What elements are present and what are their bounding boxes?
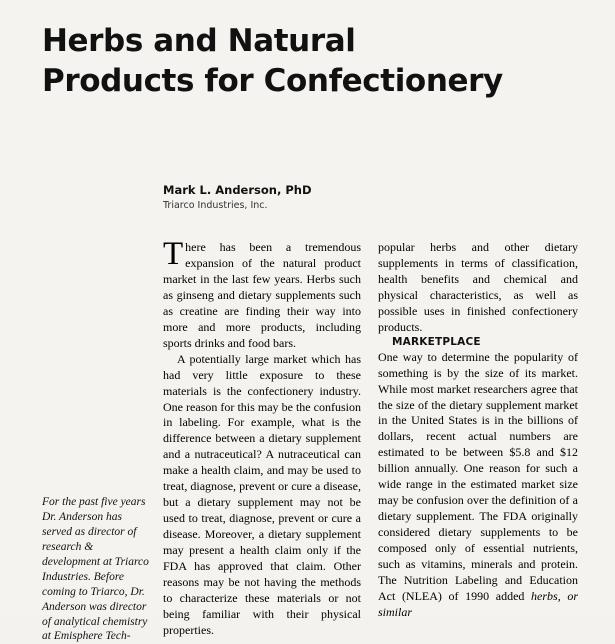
paragraph-intro — [163, 236, 361, 352]
paragraph-left-2: A potentially large market which has had very little exposure to these materials is the confectionery industry. One reason for this may be the confusion in labeling. For example, what is the difference between a dietary supplement and a nutraceutical? A nutraceutical can make a health claim, and may be used to treat, diagnose, prevent or cure a disease, but a dietary supplement may not be used to treat, diagnose, prevent or cure a disease. Moreover, a dietary supplement may present a health claim only if the FDA has approved that claim. Other reasons may be not having the methods to characterize these materials or not being familiar with their physical properties. — [163, 351, 361, 637]
drop-cap: T — [163, 236, 184, 272]
paragraph-intro-text: here has been a tremendous expansion of the natural product market in the last few years. Herbs such as ginseng and dietary supplements such as creatine are finding their way into more and more products, including sports drinks and food bars. — [163, 240, 361, 350]
body-column-left — [163, 236, 361, 639]
title-line-1: Herbs and Natural — [42, 23, 356, 59]
author-affiliation: Triarco Industries, Inc. — [163, 200, 268, 211]
paragraph-right-2-text: One way to determine the popularity of something is by the size of its market. While most market researchers agree that the size of the dietary supplement market in the United States is in the billions of dollars, recent actual numbers are estimated to be between $5.8 and $12 billion annually. One reason for such a wide range in the estimated market size may be confusion over the definition of a dietary supplement. The FDA originally considered dietary supplements to be composed only of essential nutrients, such as vitamins, minerals and protein. The Nutrition Labeling and Education Act (NLEA) of 1990 added — [378, 349, 578, 603]
title-block — [42, 22, 587, 101]
body-column-right — [378, 240, 578, 621]
paragraph-right-2 — [378, 350, 578, 621]
title-line-2: Products for Confectionery — [42, 62, 503, 99]
paragraph-right-2-italic: herbs, or similar — [378, 588, 578, 619]
section-heading-marketplace: MARKETPLACE — [392, 335, 481, 348]
page-title — [42, 22, 587, 101]
author-biography-note: For the past five years Dr. Anderson has served as director of research & development at Triarco Industries. Before coming to Triarco, Dr. Anderson was director of analytical chemistry at Emisphere Tech- — [42, 496, 149, 643]
paragraph-right-1: popular herbs and other dietary supplements in terms of classification, health benefits and chemical and physical characteristics, as well as possible uses in finished confectionery products. — [378, 240, 578, 334]
byline — [163, 183, 383, 211]
author-name: Mark L. Anderson, PhD — [163, 183, 312, 197]
